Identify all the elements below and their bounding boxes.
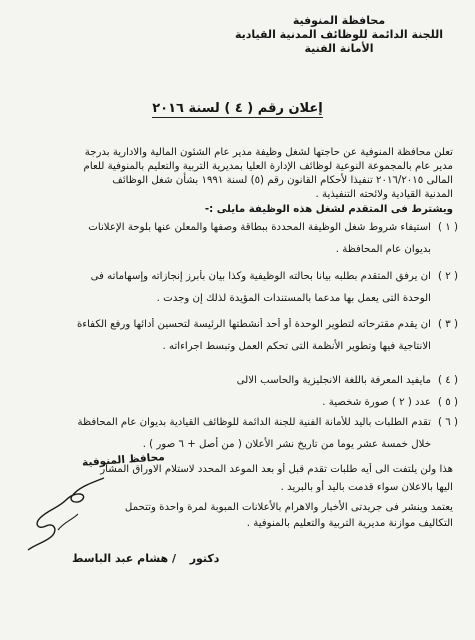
item-line: الانتاجية فيها وتطوير الأنظمة التى تحكم العمل وتبسط اجراءاته .	[162, 341, 431, 352]
item-number: ( ٢ )	[438, 271, 458, 282]
item-line: مايفيد المعرفة باللغة الانجليزية والحاسب الالى	[236, 375, 431, 386]
announcement-title-text: إعلان رقم ( ٤ ) لسنة ٢٠١٦	[152, 101, 323, 116]
signature-stamp-text: محافظ المنوفية	[81, 451, 166, 469]
note-line: هذا ولن يلتفت الى أيه طلبات تقدم قبل أو بعد الموعد المحدد لاستلام الاوراق المشار	[100, 464, 453, 475]
item-line: بديوان عام المحافظة .	[335, 244, 431, 255]
note-line: يعتمد وينشر فى جريدتى الأخبار والاهرام بالأعلانات المبوبة لمرة واحدة وتتحمل	[124, 502, 453, 513]
item-number: ( ٦ )	[438, 417, 458, 428]
header-committee: اللجنة الدائمة للوظائف المدنية القيادية	[234, 28, 443, 41]
item-number: ( ٣ )	[438, 319, 458, 330]
item-number: ( ١ )	[438, 222, 458, 233]
letterhead	[235, 14, 443, 56]
item-line: خلال خمسة عشر يوما من تاريخ نشر الأعلان ( من أصل + ٦ صور ) .	[142, 439, 431, 450]
signatory-title: دكتور	[189, 552, 220, 565]
signatory	[72, 552, 219, 565]
item-line: تقدم الطلبات باليد للأمانة الفنية للجنة الدائمة للوظائف القيادية بديوان عام المحافظة	[77, 417, 431, 428]
note-line: اليها بالاعلان سواء قدمت باليد أو بالبريد .	[280, 482, 453, 493]
header-secretariat: الأمانة الفنية	[304, 42, 374, 55]
signatory-name: / هشام عبد الباسط	[72, 552, 176, 565]
item-line: ان يرفق المتقدم بطلبه بيانا بحالته الوظيفية وكذا بيان بأبرز إنجازاته وإسهاماته فى	[90, 271, 431, 282]
announcement-title	[0, 101, 475, 116]
intro-line: المالى ٢٠١٦/٢٠١٥ تنفيذا لأحكام القانون رقم (٥) لسنة ١٩٩١ بشأن شغل الوظائف	[112, 175, 453, 186]
item-number: ( ٥ )	[438, 397, 458, 408]
note-line: التكاليف موازنة مديرية التربية والتعليم بالمنوفية .	[246, 518, 453, 529]
header-governorate: محافظة المنوفية	[292, 14, 386, 27]
conditions-intro: ويشترط فى المتقدم لشغل هذه الوظيفة مايلى :-	[204, 204, 453, 215]
item-line: عدد ( ٢ ) صورة شخصية .	[322, 397, 431, 408]
intro-line: المدنية القيادية ولائحته التنفيذية .	[315, 189, 453, 200]
item-line: الوحدة التى يعمل بها مدعما بالمستندات المؤيدة لذلك إن وجدت .	[156, 293, 431, 304]
handwritten-signature	[18, 474, 118, 554]
item-number: ( ٤ )	[438, 375, 458, 386]
intro-line: مدير عام بالمجموعة النوعية لوظائف الإدارة العليا بمديرية التربية والتعليم بالمنوفية للعام	[83, 161, 453, 172]
intro-line: تعلن محافظة المنوفية عن حاجتها لشغل وظيفة مدير عام الشئون المالية والادارية بدرجة	[84, 147, 453, 158]
intro-paragraph	[21, 146, 453, 202]
item-line: ان يقدم مقترحاته لتطوير الوحدة أو أحد أنشطتها الرئيسة لتحسين أدائها ورفع الكفاءة	[76, 319, 431, 330]
item-line: استيفاء شروط شغل الوظيفة المحددة ببطاقة وصفها والمعلن عنها بلوحة الإعلانات	[88, 222, 431, 233]
